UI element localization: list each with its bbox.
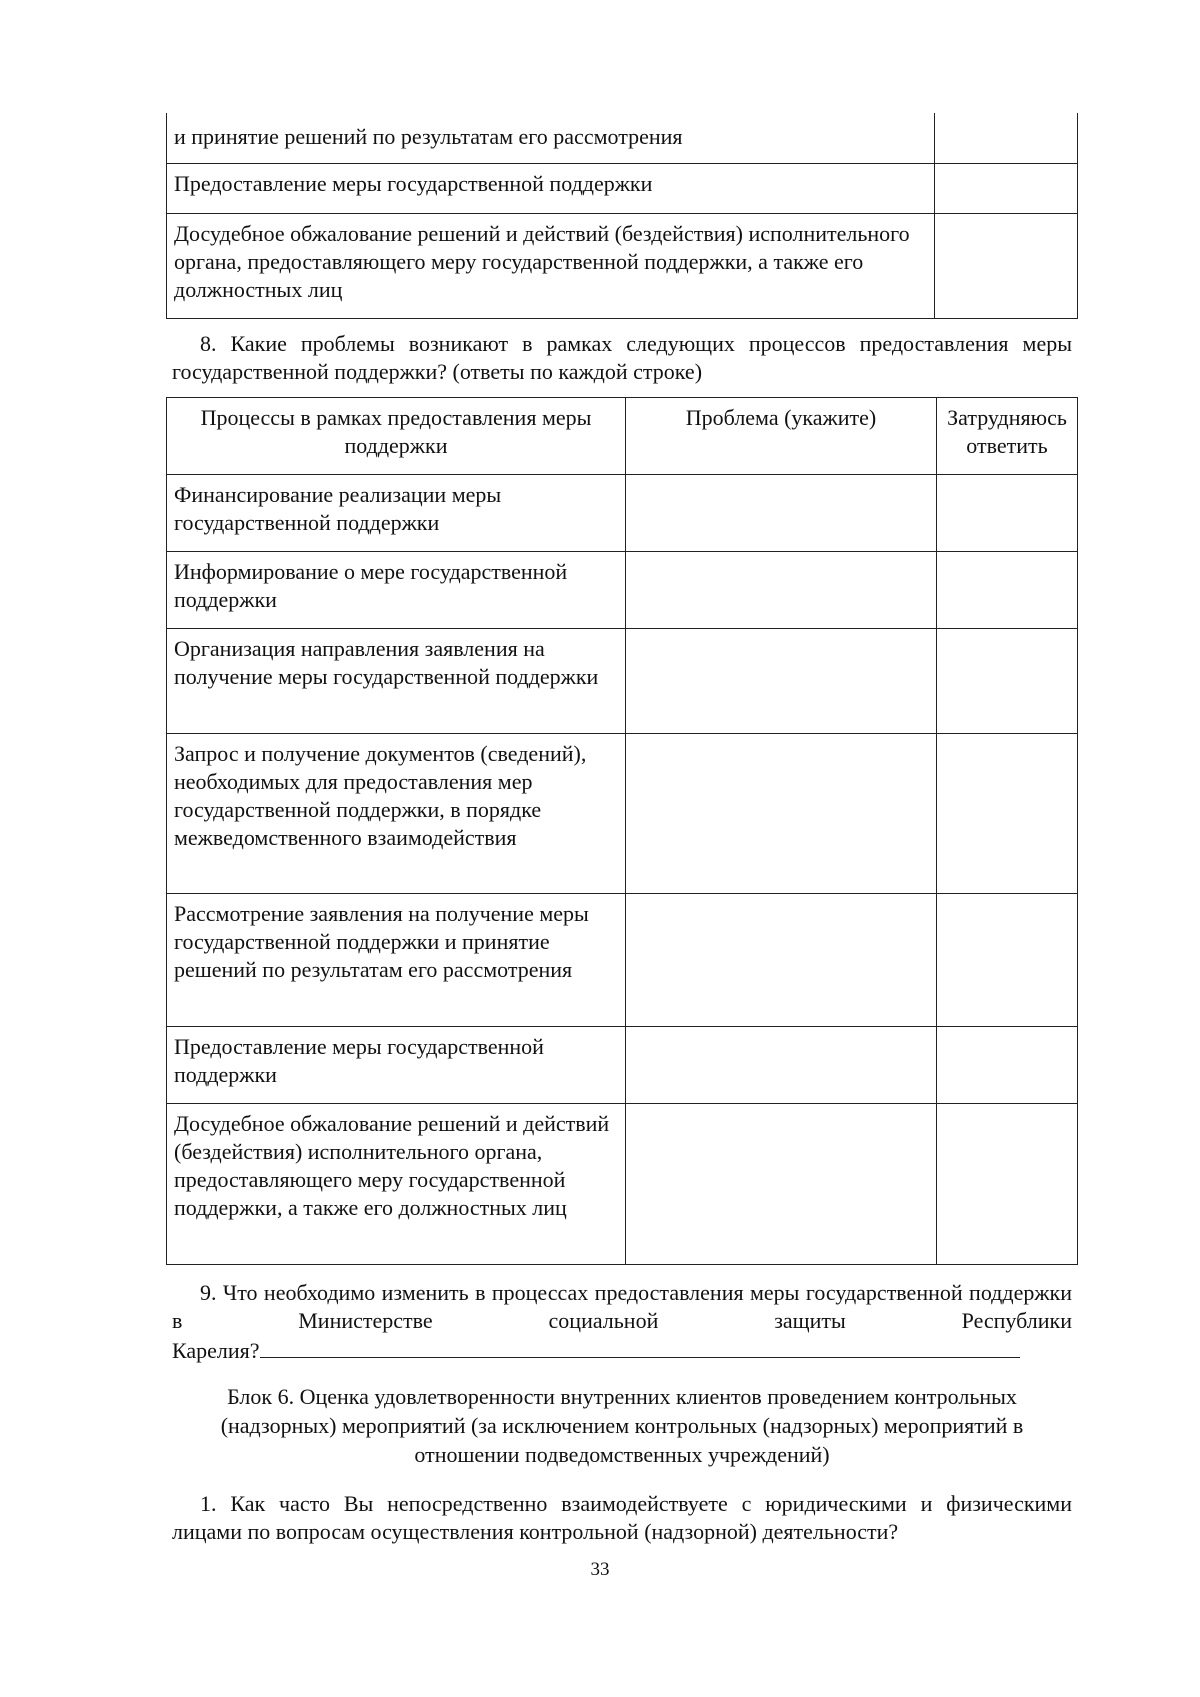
table-cell: и принятие решений по результатам его рассмотрения xyxy=(167,113,935,163)
table-row xyxy=(167,629,1078,734)
process-cell: Организация направления заявления на получение меры государственной поддержки xyxy=(167,629,626,734)
problems-table xyxy=(166,397,1078,1265)
question-1 xyxy=(172,1490,1072,1546)
problem-input-cell[interactable] xyxy=(626,1104,937,1265)
answer-cell[interactable] xyxy=(935,163,1078,213)
question-number: 9. xyxy=(200,1280,217,1305)
question-text: Какие проблемы возникают в рамках следующих процессов предоставления меры государственной поддержки? (ответы по каждой строке) xyxy=(172,331,1072,384)
question-number: 8. xyxy=(200,331,217,356)
difficult-to-answer-cell[interactable] xyxy=(937,552,1078,629)
column-header: Затрудняюсь ответить xyxy=(937,398,1078,475)
difficult-to-answer-cell[interactable] xyxy=(937,894,1078,1027)
continued-table xyxy=(166,113,1078,319)
table-header-row xyxy=(167,398,1078,475)
question-text: Как часто Вы непосредственно взаимодействуете с юридическими и физическими лицами по вопросам осуществления контрольной (надзорной) деятельности? xyxy=(172,1491,1072,1544)
difficult-to-answer-cell[interactable] xyxy=(937,1104,1078,1265)
page-number: 33 xyxy=(590,1559,610,1580)
table-row xyxy=(167,1104,1078,1265)
answer-cell[interactable] xyxy=(935,113,1078,163)
problem-input-cell[interactable] xyxy=(626,734,937,894)
problem-input-cell[interactable] xyxy=(626,894,937,1027)
process-cell: Запрос и получение документов (сведений), необходимых для предоставления мер государственной поддержки, в порядке межведомственного взаимодействия xyxy=(167,734,626,894)
process-cell: Досудебное обжалование решений и действий (бездействия) исполнительного органа, предоставляющего меру государственной поддержки, а также его должностных лиц xyxy=(167,1104,626,1265)
process-cell: Рассмотрение заявления на получение меры государственной поддержки и принятие решений по результатам его рассмотрения xyxy=(167,894,626,1027)
difficult-to-answer-cell[interactable] xyxy=(937,629,1078,734)
question-9 xyxy=(172,1279,1072,1365)
table-row xyxy=(167,113,1078,163)
answer-cell[interactable] xyxy=(935,213,1078,318)
table-cell: Досудебное обжалование решений и действий (бездействия) исполнительного органа, предоставляющего меру государственной поддержки, а также его должностных лиц xyxy=(167,213,935,318)
table-cell: Предоставление меры государственной поддержки xyxy=(167,163,935,213)
table-row xyxy=(167,475,1078,552)
question-number: 1. xyxy=(200,1491,217,1516)
table-row xyxy=(167,894,1078,1027)
table-row xyxy=(167,163,1078,213)
table-row xyxy=(167,552,1078,629)
problem-input-cell[interactable] xyxy=(626,1027,937,1104)
answer-blank-line[interactable] xyxy=(260,1335,1020,1358)
problem-input-cell[interactable] xyxy=(626,475,937,552)
table-row xyxy=(167,213,1078,318)
question-8 xyxy=(172,330,1072,386)
problem-input-cell[interactable] xyxy=(626,629,937,734)
difficult-to-answer-cell[interactable] xyxy=(937,734,1078,894)
difficult-to-answer-cell[interactable] xyxy=(937,475,1078,552)
question-text: Что необходимо изменить в процессах предоставления меры государственной поддержки в Министерстве социальной защиты Республики xyxy=(172,1280,1072,1333)
block-6-title: Блок 6. Оценка удовлетворенности внутренних клиентов проведением контрольных (надзорных) мероприятий (за исключением контрольных (надзорных) мероприятий в отношении подведомственных учреждений) xyxy=(220,1384,1024,1467)
problem-input-cell[interactable] xyxy=(626,552,937,629)
table-row xyxy=(167,734,1078,894)
process-cell: Информирование о мере государственной поддержки xyxy=(167,552,626,629)
process-cell: Предоставление меры государственной поддержки xyxy=(167,1027,626,1104)
question-text-end: Карелия? xyxy=(172,1338,260,1363)
column-header: Проблема (укажите) xyxy=(626,398,937,475)
difficult-to-answer-cell[interactable] xyxy=(937,1027,1078,1104)
column-header: Процессы в рамках предоставления меры поддержки xyxy=(167,398,626,475)
process-cell: Финансирование реализации меры государственной поддержки xyxy=(167,475,626,552)
table-row xyxy=(167,1027,1078,1104)
